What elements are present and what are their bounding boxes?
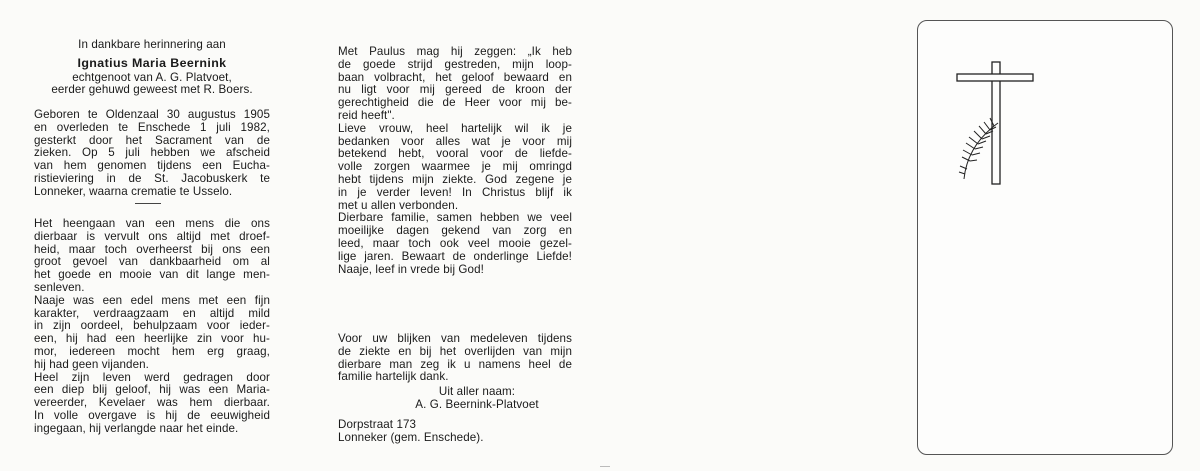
deceased-name: Ignatius Maria Beernink <box>77 55 227 70</box>
farewell-line: volle zorgen waarmee je mij omringd <box>338 160 572 174</box>
remembrance-line: heid, maar toch overheerst bij ons een <box>34 242 270 256</box>
farewell-line: leed, maar toch ook veel mooie gezel- <box>338 236 572 250</box>
farewell-line: in je verder leven! In Christus blijf ik <box>338 185 572 199</box>
farewell-text <box>338 46 572 276</box>
bio-line: gesterkt door het Sacrament van de <box>34 133 270 147</box>
panel-left <box>0 0 300 471</box>
farewell-line: Dierbare familie, samen hebben we veel <box>338 211 572 225</box>
farewell-line: hebt tijdens mijn ziekte. God zegene je <box>338 172 572 186</box>
thanks-line: de ziekte en bij het overlijden van mijn <box>338 344 572 358</box>
divider <box>135 203 161 204</box>
header-block <box>34 39 270 97</box>
farewell-line: nu ligt voor mij gereed de kroon der <box>338 83 572 97</box>
bio-line: zieken. Op 5 juli hebben we afscheid <box>34 146 270 160</box>
remembrance-line: groot gevoel van dankbaarheid om al <box>34 255 270 269</box>
intro-text: In dankbare herinnering aan <box>78 38 226 51</box>
bio-line: en overleden te Enschede 1 juli 1982, <box>34 120 270 134</box>
remembrance-line: vereerder, Kevelaer was hem dierbaar. <box>34 396 270 410</box>
thanks-line: dierbare man zeg ik u namens heel de <box>338 357 572 371</box>
remembrance-line: In volle overgave is hij de eeuwigheid <box>34 408 270 422</box>
farewell-line: betekend hebt, vooral voor de liefde- <box>338 147 572 161</box>
address-street: Dorpstraat 173 <box>338 418 417 431</box>
remembrance-line: dierbaar is vervult ons altijd met droef- <box>34 229 270 243</box>
bio-line: ristieviering in de St. Jacobuskerk te <box>34 171 270 185</box>
farewell-line: gerechtigheid die de Heer voor mij be- <box>338 96 572 110</box>
farewell-line: lige jaren. Bewaart de onderlinge Liefde! <box>338 249 572 263</box>
signoff-block <box>338 386 572 412</box>
spouse-line: echtgenoot van A. G. Platvoet, <box>72 70 232 84</box>
address-block <box>338 419 572 445</box>
farewell-line: de goede strijd gestreden, mijn loop- <box>338 57 572 71</box>
panel-middle <box>300 0 600 471</box>
farewell-line: baan volbracht, het geloof bewaard en <box>338 70 572 84</box>
remembrance-line: hij had geen vijanden. <box>34 357 150 371</box>
remembrance-line: mor, iedereen mocht hem erg graag, <box>34 344 270 358</box>
remembrance-line: Het heengaan van een mens die ons <box>34 217 270 230</box>
remembrance-text <box>34 218 270 436</box>
farewell-line: reid heeft". <box>338 108 395 122</box>
fold-mark <box>600 466 610 467</box>
signoff-intro: Uit aller naam: <box>438 385 516 398</box>
farewell-line: Naaje, leef in vrede bij God! <box>338 262 484 276</box>
remembrance-line: een diep blij geloof, hij was een Maria- <box>34 383 270 397</box>
farewell-line: bedanken voor alles wat je voor mij <box>338 134 572 148</box>
remembrance-line: ingegaan, hij verlangde naar het einde. <box>34 421 239 435</box>
address-city: Lonneker (gem. Enschede). <box>338 430 484 444</box>
farewell-line: met u allen verbonden. <box>338 198 459 212</box>
remembrance-line: in zijn oordeel, behulpzaam voor ieder- <box>34 319 270 333</box>
farewell-line: moeilijke dagen gekend van zorg en <box>338 224 572 238</box>
panel-blank <box>600 0 900 471</box>
cross-card <box>917 20 1173 455</box>
biography <box>34 109 270 199</box>
cross-palm-icon <box>918 21 1172 454</box>
remembrance-line: karakter, verdraagzaam en altijd mild <box>34 306 270 320</box>
farewell-line: Lieve vrouw, heel hartelijk wil ik je <box>338 121 572 135</box>
thanks-line: familie hartelijk dank. <box>338 370 449 384</box>
bio-line: Geboren te Oldenzaal 30 augustus 1905 <box>34 108 270 121</box>
thanks-line: Voor uw blijken van medeleven tijdens <box>338 332 572 345</box>
remembrance-line: Naaje was een edel mens met een fijn <box>34 293 270 307</box>
remembrance-line: een, hij had een heerlijke zin voor hu- <box>34 332 270 346</box>
bio-line: van hem genomen tijdens een Eucha- <box>34 159 270 173</box>
bio-line: Lonneker, waarna crematie te Usselo. <box>34 184 233 198</box>
farewell-line: Met Paulus mag hij zeggen: „Ik heb <box>338 45 572 58</box>
signoff-name: A. G. Beernink-Platvoet <box>415 397 539 411</box>
previous-marriage-line: eerder gehuwd geweest met R. Boers. <box>51 83 253 97</box>
thanks-text <box>338 333 572 384</box>
remembrance-line: het goede en mooie van dit lange men- <box>34 268 270 282</box>
remembrance-line: Heel zijn leven werd gedragen door <box>34 370 270 384</box>
remembrance-line: senleven. <box>34 280 85 294</box>
